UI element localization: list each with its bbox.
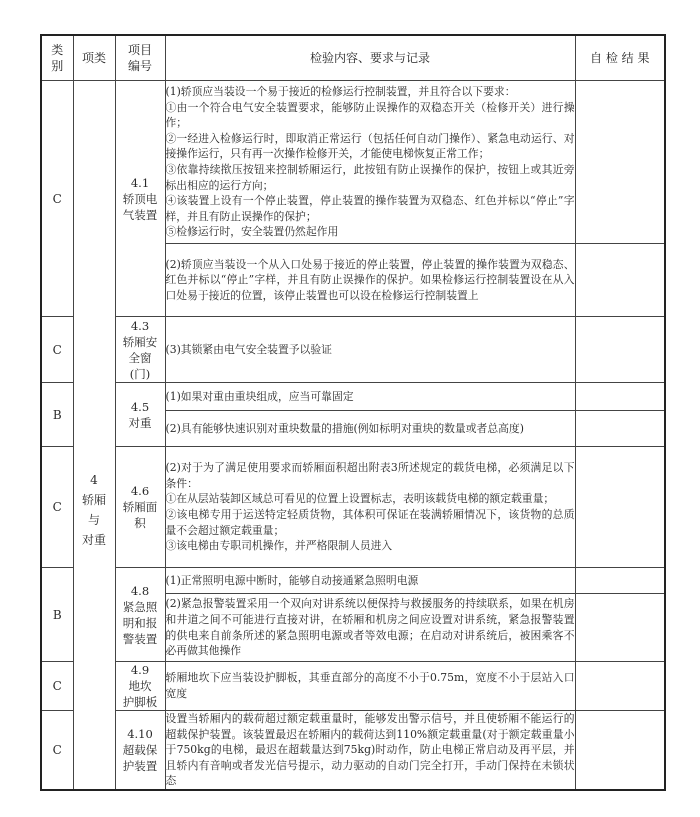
item-name-line: 积 bbox=[134, 516, 146, 530]
self-check-result-cell[interactable] bbox=[575, 244, 665, 317]
requirement-text: (1)轿顶应当装设一个易于接近的检修运行控制装置，并且符合以下要求： ①由一个符合电气安全装置要求，能够防止误操作的双稳态开关（检修开关）进行操作； ②一经进入检修运行时，即取消正常运行（包括任何自动门操作）、紧急电动运行、对接操作运行，只有再一次操作检修开关，才能使电梯恢复正常工作； ③依靠持续揿压按钮来控制轿厢运行，此按钮有防止误操作的保护，按钮上或其近旁标出相应的运行方向； ④该装置上设有一个停止装置，停止装置的操作装置为双稳态、红色并标以“停止”字样，并且有防止误操作的保护； ⑤检修运行时，安全装置仍然起作用 bbox=[165, 81, 575, 244]
item-number: 4.1 bbox=[130, 175, 150, 190]
item-name-line: 全窗 bbox=[128, 350, 152, 365]
item-number: 4.9 bbox=[130, 663, 150, 677]
requirement-text: (2)对于为了满足使用要求而轿厢面积超出附表3所述规定的载货电梯，必须满足以下条件： ①在从层站装卸区域总可看见的位置上设置标志，表明该载货电梯的额定载重量； ②该电梯专用于运送特定轻质货物，其体积可保证在装满轿厢情况下，该货物的总质量不会超过额定载重量； ③该电梯由专职司机操作，并严格限制人员进入 bbox=[165, 447, 575, 568]
item-name-line: (门) bbox=[129, 366, 151, 381]
self-check-result-cell[interactable] bbox=[575, 411, 665, 447]
group-name-line: 轿厢 bbox=[81, 492, 106, 507]
requirement-text: (2)具有能够快速识别对重块数量的措施(例如标明对重块的数量或者总高度) bbox=[165, 411, 575, 447]
header-category: 类别 bbox=[41, 35, 73, 81]
item-name-line: 轿顶电 bbox=[122, 191, 158, 206]
header-content: 检验内容、要求与记录 bbox=[165, 35, 575, 81]
item-cell bbox=[115, 447, 165, 568]
self-check-result-cell[interactable] bbox=[575, 594, 665, 662]
self-check-result-cell[interactable] bbox=[575, 81, 665, 244]
item-name-line: 对重 bbox=[128, 415, 152, 430]
item-number: 4.3 bbox=[130, 318, 150, 333]
category-cell: C bbox=[41, 81, 73, 317]
item-number: 4.5 bbox=[130, 399, 150, 414]
self-check-result-cell[interactable] bbox=[575, 383, 665, 411]
header-row bbox=[41, 35, 665, 81]
requirement-text: 轿厢地坎下应当装设护脚板，其垂直部分的高度不小于0.75m，宽度不小于层站入口宽度 bbox=[165, 662, 575, 711]
table-row bbox=[41, 711, 665, 790]
item-number: 4.8 bbox=[130, 583, 150, 598]
item-cell bbox=[115, 662, 165, 711]
inspection-table bbox=[40, 34, 666, 791]
item-name-line: 护脚板 bbox=[122, 695, 158, 709]
header-result: 自 检 结 果 bbox=[575, 35, 665, 81]
item-cell bbox=[115, 81, 165, 317]
item-name-line: 护装置 bbox=[122, 758, 158, 773]
item-cell bbox=[115, 317, 165, 383]
item-cell bbox=[115, 711, 165, 790]
group-name-line: 对重 bbox=[81, 532, 106, 547]
requirement-text: (2)轿顶应当装设一个从入口处易于接近的停止装置，停止装置的操作装置为双稳态、红色并标以“停止”字样，并且有防止误操作的保护。如果检修运行控制装置设在从入口处易于接近的位置，该停止装置也可以设在检修运行控制装置上 bbox=[165, 244, 575, 317]
item-name-line: 紧急照 bbox=[122, 599, 158, 614]
item-name-line: 地坎 bbox=[128, 679, 152, 693]
item-number: 4.6 bbox=[130, 484, 150, 498]
item-name-line: 气装置 bbox=[122, 207, 158, 222]
group-cell bbox=[73, 81, 115, 790]
self-check-result-cell[interactable] bbox=[575, 711, 665, 790]
requirement-text: (1)如果对重由重块组成，应当可靠固定 bbox=[165, 383, 575, 411]
table-row bbox=[41, 447, 665, 568]
header-item-no: 项目编号 bbox=[115, 35, 165, 81]
item-name-line: 明和报 bbox=[122, 615, 158, 630]
item-number: 4.10 bbox=[127, 726, 153, 741]
table-row bbox=[41, 81, 665, 244]
self-check-result-cell[interactable] bbox=[575, 317, 665, 383]
self-check-result-cell[interactable] bbox=[575, 447, 665, 568]
requirement-text: (1)正常照明电源中断时，能够自动接通紧急照明电源 bbox=[165, 568, 575, 594]
item-name-line: 超载保 bbox=[122, 742, 158, 757]
category-cell: C bbox=[41, 317, 73, 383]
group-number: 4 bbox=[90, 472, 98, 487]
category-cell: C bbox=[41, 662, 73, 711]
table-row bbox=[41, 662, 665, 711]
table-row bbox=[41, 383, 665, 411]
category-cell: C bbox=[41, 711, 73, 790]
group-name-line: 与 bbox=[87, 512, 100, 527]
self-check-result-cell[interactable] bbox=[575, 568, 665, 594]
item-name-line: 警装置 bbox=[122, 631, 158, 646]
requirement-text: (2)紧急报警装置采用一个双向对讲系统以便保持与救援服务的持续联系，如果在机房和井道之间不可能进行直接对讲，在轿厢和机房之间应设置对讲系统，紧急报警装置的供电来自前条所述的紧急照明电源或者等效电源；在启动对讲系统后，被困乘客不必再做其他操作 bbox=[165, 594, 575, 662]
category-cell: B bbox=[41, 383, 73, 447]
item-cell bbox=[115, 568, 165, 662]
requirement-text: 设置当轿厢内的载荷超过额定载重量时，能够发出警示信号，并且使轿厢不能运行的超载保护装置。该装置最迟在轿厢内的载荷达到110%额定载重量(对于额定载重量小于750kg的电梯，最迟在超载量达到75kg)时动作，防止电梯正常启动及再平层，并且轿内有音响或者发光信号提示，动力驱动的自动门完全打开，手动门保持在未锁状态 bbox=[165, 711, 575, 790]
table-row bbox=[41, 317, 665, 383]
item-cell bbox=[115, 383, 165, 447]
category-cell: C bbox=[41, 447, 73, 568]
item-name-line: 轿厢安 bbox=[122, 334, 158, 349]
self-check-result-cell[interactable] bbox=[575, 662, 665, 711]
header-type: 项类 bbox=[73, 35, 115, 81]
table-row bbox=[41, 568, 665, 594]
requirement-text: (3)其锁紧由电气安全装置予以验证 bbox=[165, 317, 575, 383]
category-cell: B bbox=[41, 568, 73, 662]
item-name-line: 轿厢面 bbox=[122, 500, 158, 514]
